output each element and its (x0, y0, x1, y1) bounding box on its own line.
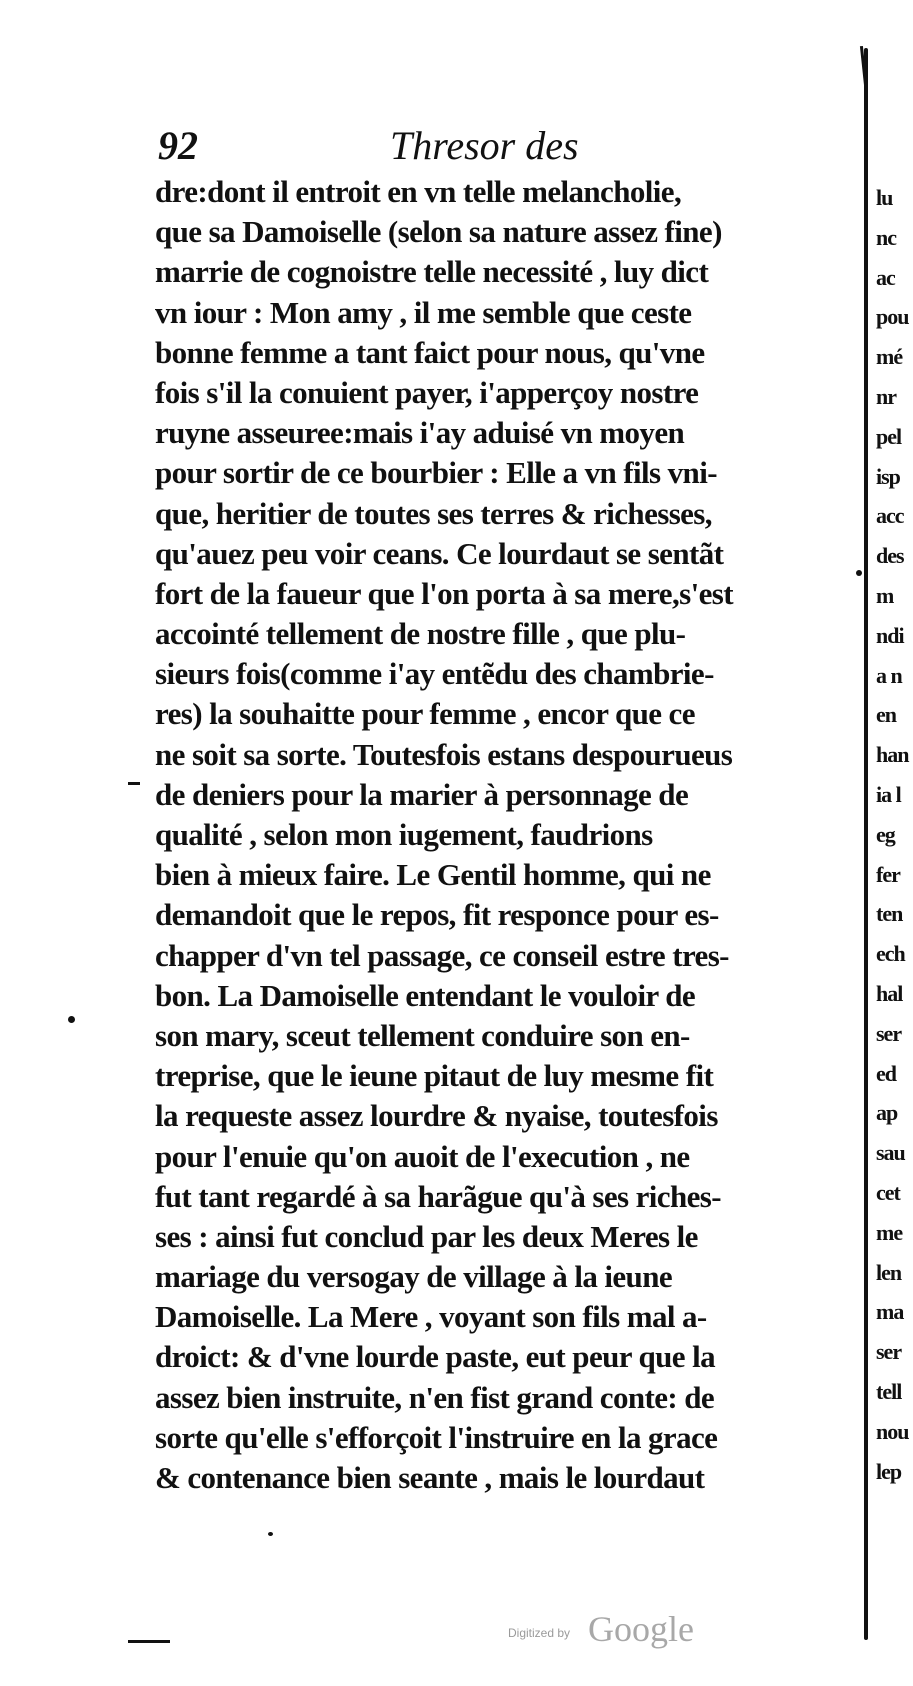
neighbor-fragment: en (876, 702, 896, 728)
running-title: Thresor des (390, 123, 579, 168)
neighbor-fragment: han (876, 742, 909, 768)
gutter-rule (864, 48, 868, 1640)
neighbor-fragment: acc (876, 503, 904, 529)
text-line: bien à mieux faire. Le Gentil homme, qui ne (155, 857, 711, 893)
neighbor-fragment: eg (876, 821, 895, 847)
text-line: ruyne asseuree:mais i'ay aduisé vn moyen (155, 415, 685, 451)
running-head (150, 122, 850, 172)
watermark-small-text: Digitized by (508, 1626, 571, 1640)
text-line: de deniers pour la marier à personnage de (155, 776, 689, 812)
text-line: ses : ainsi fut conclud par les deux Meres le (155, 1218, 698, 1254)
text-line: bonne femme a tant faict pour nous, qu'vne (155, 334, 705, 370)
neighbor-fragment: hal (876, 980, 903, 1006)
neighbor-fragment: des (876, 543, 904, 569)
neighbor-fragment: nou (876, 1418, 909, 1444)
neighbor-fragment: pel (876, 423, 902, 449)
text-line: res) la souhaitte pour femme , encor que ce (155, 696, 695, 732)
neighbor-fragment: ia l (876, 781, 901, 807)
page-number: 92 (158, 123, 198, 168)
text-line: chapper d'vn tel passage, ce conseil estre tres- (155, 937, 729, 973)
neighbor-fragment: nc (876, 224, 896, 250)
neighbor-fragment: isp (876, 463, 900, 489)
neighbor-fragment: pou (876, 304, 909, 330)
text-line: assez bien instruite, n'en fist grand conte: de (155, 1379, 715, 1415)
text-line: la requeste assez lourdre & nyaise, toutesfois (155, 1098, 718, 1134)
neighbor-fragment: ma (876, 1299, 904, 1325)
neighbor-fragment: sau (876, 1140, 905, 1166)
text-line: pour l'enuie qu'on auoit de l'execution , ne (155, 1138, 690, 1174)
neighbor-fragment: len (876, 1259, 902, 1285)
text-line: accointé tellement de nostre fille , que plu- (155, 616, 686, 652)
neighbor-fragment: tell (876, 1378, 902, 1404)
text-line: treprise, que le ieune pitaut de luy mesme fit (155, 1058, 714, 1094)
text-line: bon. La Damoiselle entendant le vouloir de (155, 977, 696, 1013)
neighbor-fragment: lu (876, 185, 893, 210)
text-line: fort de la faueur que l'on porta à sa mere,s'est (155, 575, 733, 611)
neighbor-fragment: cet (876, 1179, 900, 1205)
text-line: ne soit sa sorte. Toutesfois estans despourueus (155, 736, 733, 772)
neighbor-fragment: m (876, 582, 894, 608)
neighbor-fragment: nr (876, 383, 896, 409)
text-line: pour sortir de ce bourbier : Elle a vn fils vni- (155, 455, 717, 491)
neighbor-fragment: ap (876, 1100, 898, 1126)
text-line: & contenance bien seante , mais le lourdaut (155, 1460, 705, 1495)
text-line: sieurs fois(comme i'ay entẽdu des chambrie- (155, 656, 714, 692)
text-line: qu'auez peu voir ceans. Ce lourdaut se sentãt (155, 535, 724, 571)
bottom-rule (128, 1640, 170, 1643)
margin-mark (128, 782, 140, 785)
text-line: qualité , selon mon iugement, faudrions (155, 817, 653, 852)
watermark-brand: Google (588, 1609, 694, 1649)
text-line: fois s'il la conuient payer, i'apperçoy nostre (155, 374, 699, 410)
text-line: demandoit que le repos, fit responce pour es- (155, 897, 719, 933)
text-line: dre:dont il entroit en vn telle melancholie, (155, 174, 682, 209)
neighbor-fragment: ac (876, 264, 895, 290)
ink-speck (268, 1532, 273, 1536)
neighbor-fragment: mé (876, 344, 903, 370)
digitized-watermark (508, 1606, 728, 1650)
text-line: Damoiselle. La Mere , voyant son fils mal a- (155, 1299, 707, 1335)
text-line: que sa Damoiselle (selon sa nature assez fine) (155, 214, 722, 250)
neighbor-fragment: fer (876, 861, 900, 887)
text-line: vn iour : Mon amy , il me semble que ceste (155, 294, 692, 330)
neighbor-fragment: me (876, 1219, 903, 1245)
ink-speck (856, 570, 862, 576)
body-text (155, 172, 835, 1498)
text-line: sorte qu'elle s'efforçoit l'instruire en la grace (155, 1419, 718, 1455)
text-line: que, heritier de toutes ses terres & richesses, (155, 495, 712, 531)
neighbor-fragment: ndi (876, 622, 904, 648)
ink-speck (68, 1016, 75, 1023)
neighbor-fragment: lep (876, 1458, 902, 1484)
neighbor-fragment: ser (876, 1020, 902, 1046)
text-line: marrie de cognoistre telle necessité , luy dict (155, 254, 709, 290)
neighbor-fragment: ed (876, 1060, 896, 1086)
neighbor-fragment: ech (876, 941, 905, 967)
text-line: droict: & d'vne lourde paste, eut peur que la (155, 1339, 716, 1375)
neighbor-page-edge (876, 178, 913, 1491)
text-line: fut tant regardé à sa harãgue qu'à ses riches- (155, 1178, 721, 1214)
neighbor-fragment: ser (876, 1339, 902, 1365)
text-line: mariage du versogay de village à la ieune (155, 1259, 672, 1295)
neighbor-fragment: a n (876, 662, 902, 688)
text-line: son mary, sceut tellement conduire son en- (155, 1017, 690, 1053)
neighbor-fragment: ten (876, 901, 903, 927)
